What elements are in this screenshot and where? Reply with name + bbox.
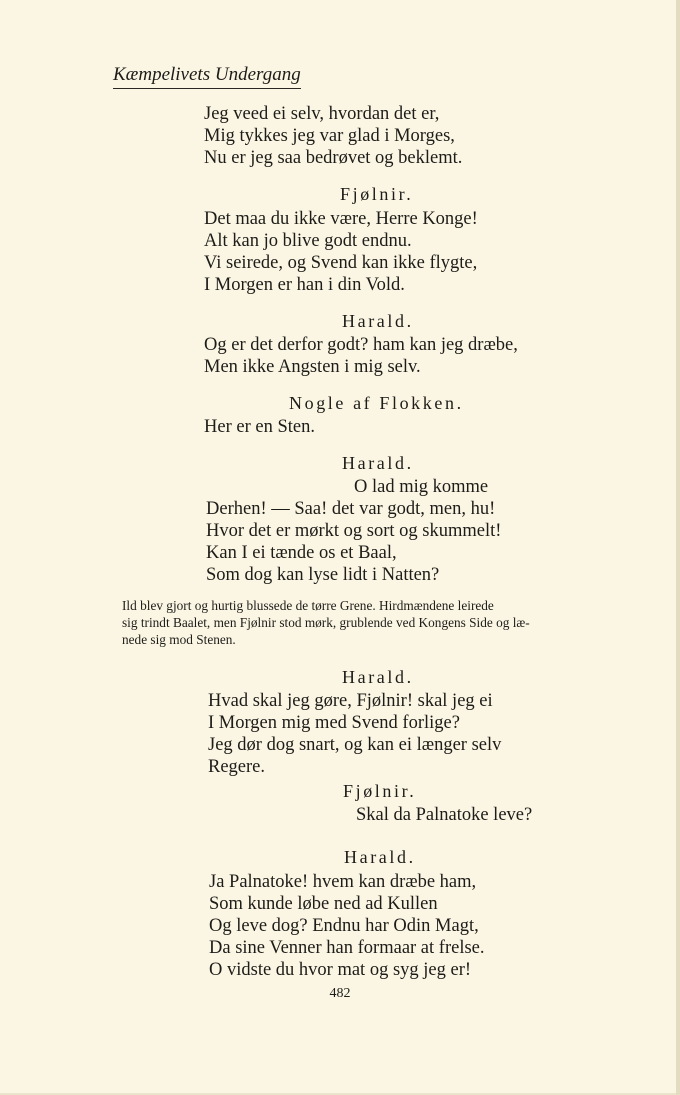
verse-line: Alt kan jo blive godt endnu. [204,231,412,251]
verse-line: Da sine Venner han formaar at frelse. [209,938,485,958]
speaker-name: Harald. [342,311,414,331]
stage-direction-line: Ild blev gjort og hurtig blussede de tørre Grene. Hirdmændene leirede [122,598,494,613]
verse-line: Mig tykkes jeg var glad i Morges, [204,126,455,146]
page-number: 482 [329,986,351,1001]
verse-line: Vi seirede, og Svend kan ikke flygte, [204,253,478,273]
verse-line: Hvor det er mørkt og sort og skummelt! [206,521,502,541]
verse-line: Derhen! — Saa! det var godt, men, hu! [206,499,496,519]
stage-direction-line: sig trindt Baalet, men Fjølnir stod mørk, grublende ved Kongens Side og læ- [122,615,530,630]
verse-line: Skal da Palnatoke leve? [356,805,533,825]
verse-line: Her er en Sten. [204,417,315,437]
page-edge [676,0,680,1095]
verse-line: Jeg veed ei selv, hvordan det er, [204,104,440,124]
verse-line: Hvad skal jeg gøre, Fjølnir! skal jeg ei [208,691,493,711]
verse-line: Kan I ei tænde os et Baal, [206,543,397,563]
speaker-name: Nogle af Flokken. [289,393,464,413]
verse-line: Det maa du ikke være, Herre Konge! [204,209,478,229]
verse-line: Og er det derfor godt? ham kan jeg dræbe, [204,335,518,355]
verse-line: Nu er jeg saa bedrøvet og beklemt. [204,148,463,168]
stage-direction-line: nede sig mod Stenen. [122,632,236,647]
verse-line: I Morgen er han i din Vold. [204,275,405,295]
running-head: Kæmpelivets Undergang [113,64,301,89]
verse-line: Og leve dog? Endnu har Odin Magt, [209,916,479,936]
verse-line: Som dog kan lyse lidt i Natten? [206,565,440,585]
speaker-name: Harald. [342,667,414,687]
speaker-name: Harald. [344,847,416,867]
speaker-name: Harald. [342,453,414,473]
verse-line: Men ikke Angsten i mig selv. [204,357,421,377]
verse-line: O lad mig komme [354,477,489,497]
speaker-name: Fjølnir. [340,184,414,204]
verse-line: Ja Palnatoke! hvem kan dræbe ham, [209,872,477,892]
verse-line: Som kunde løbe ned ad Kullen [209,894,438,914]
verse-line: Regere. [208,757,266,777]
verse-line: Jeg dør dog snart, og kan ei længer selv [208,735,502,755]
verse-line: O vidste du hvor mat og syg jeg er! [209,960,472,980]
speaker-name: Fjølnir. [343,781,417,801]
stage-direction [122,597,650,648]
verse-line: I Morgen mig med Svend forlige? [208,713,460,733]
